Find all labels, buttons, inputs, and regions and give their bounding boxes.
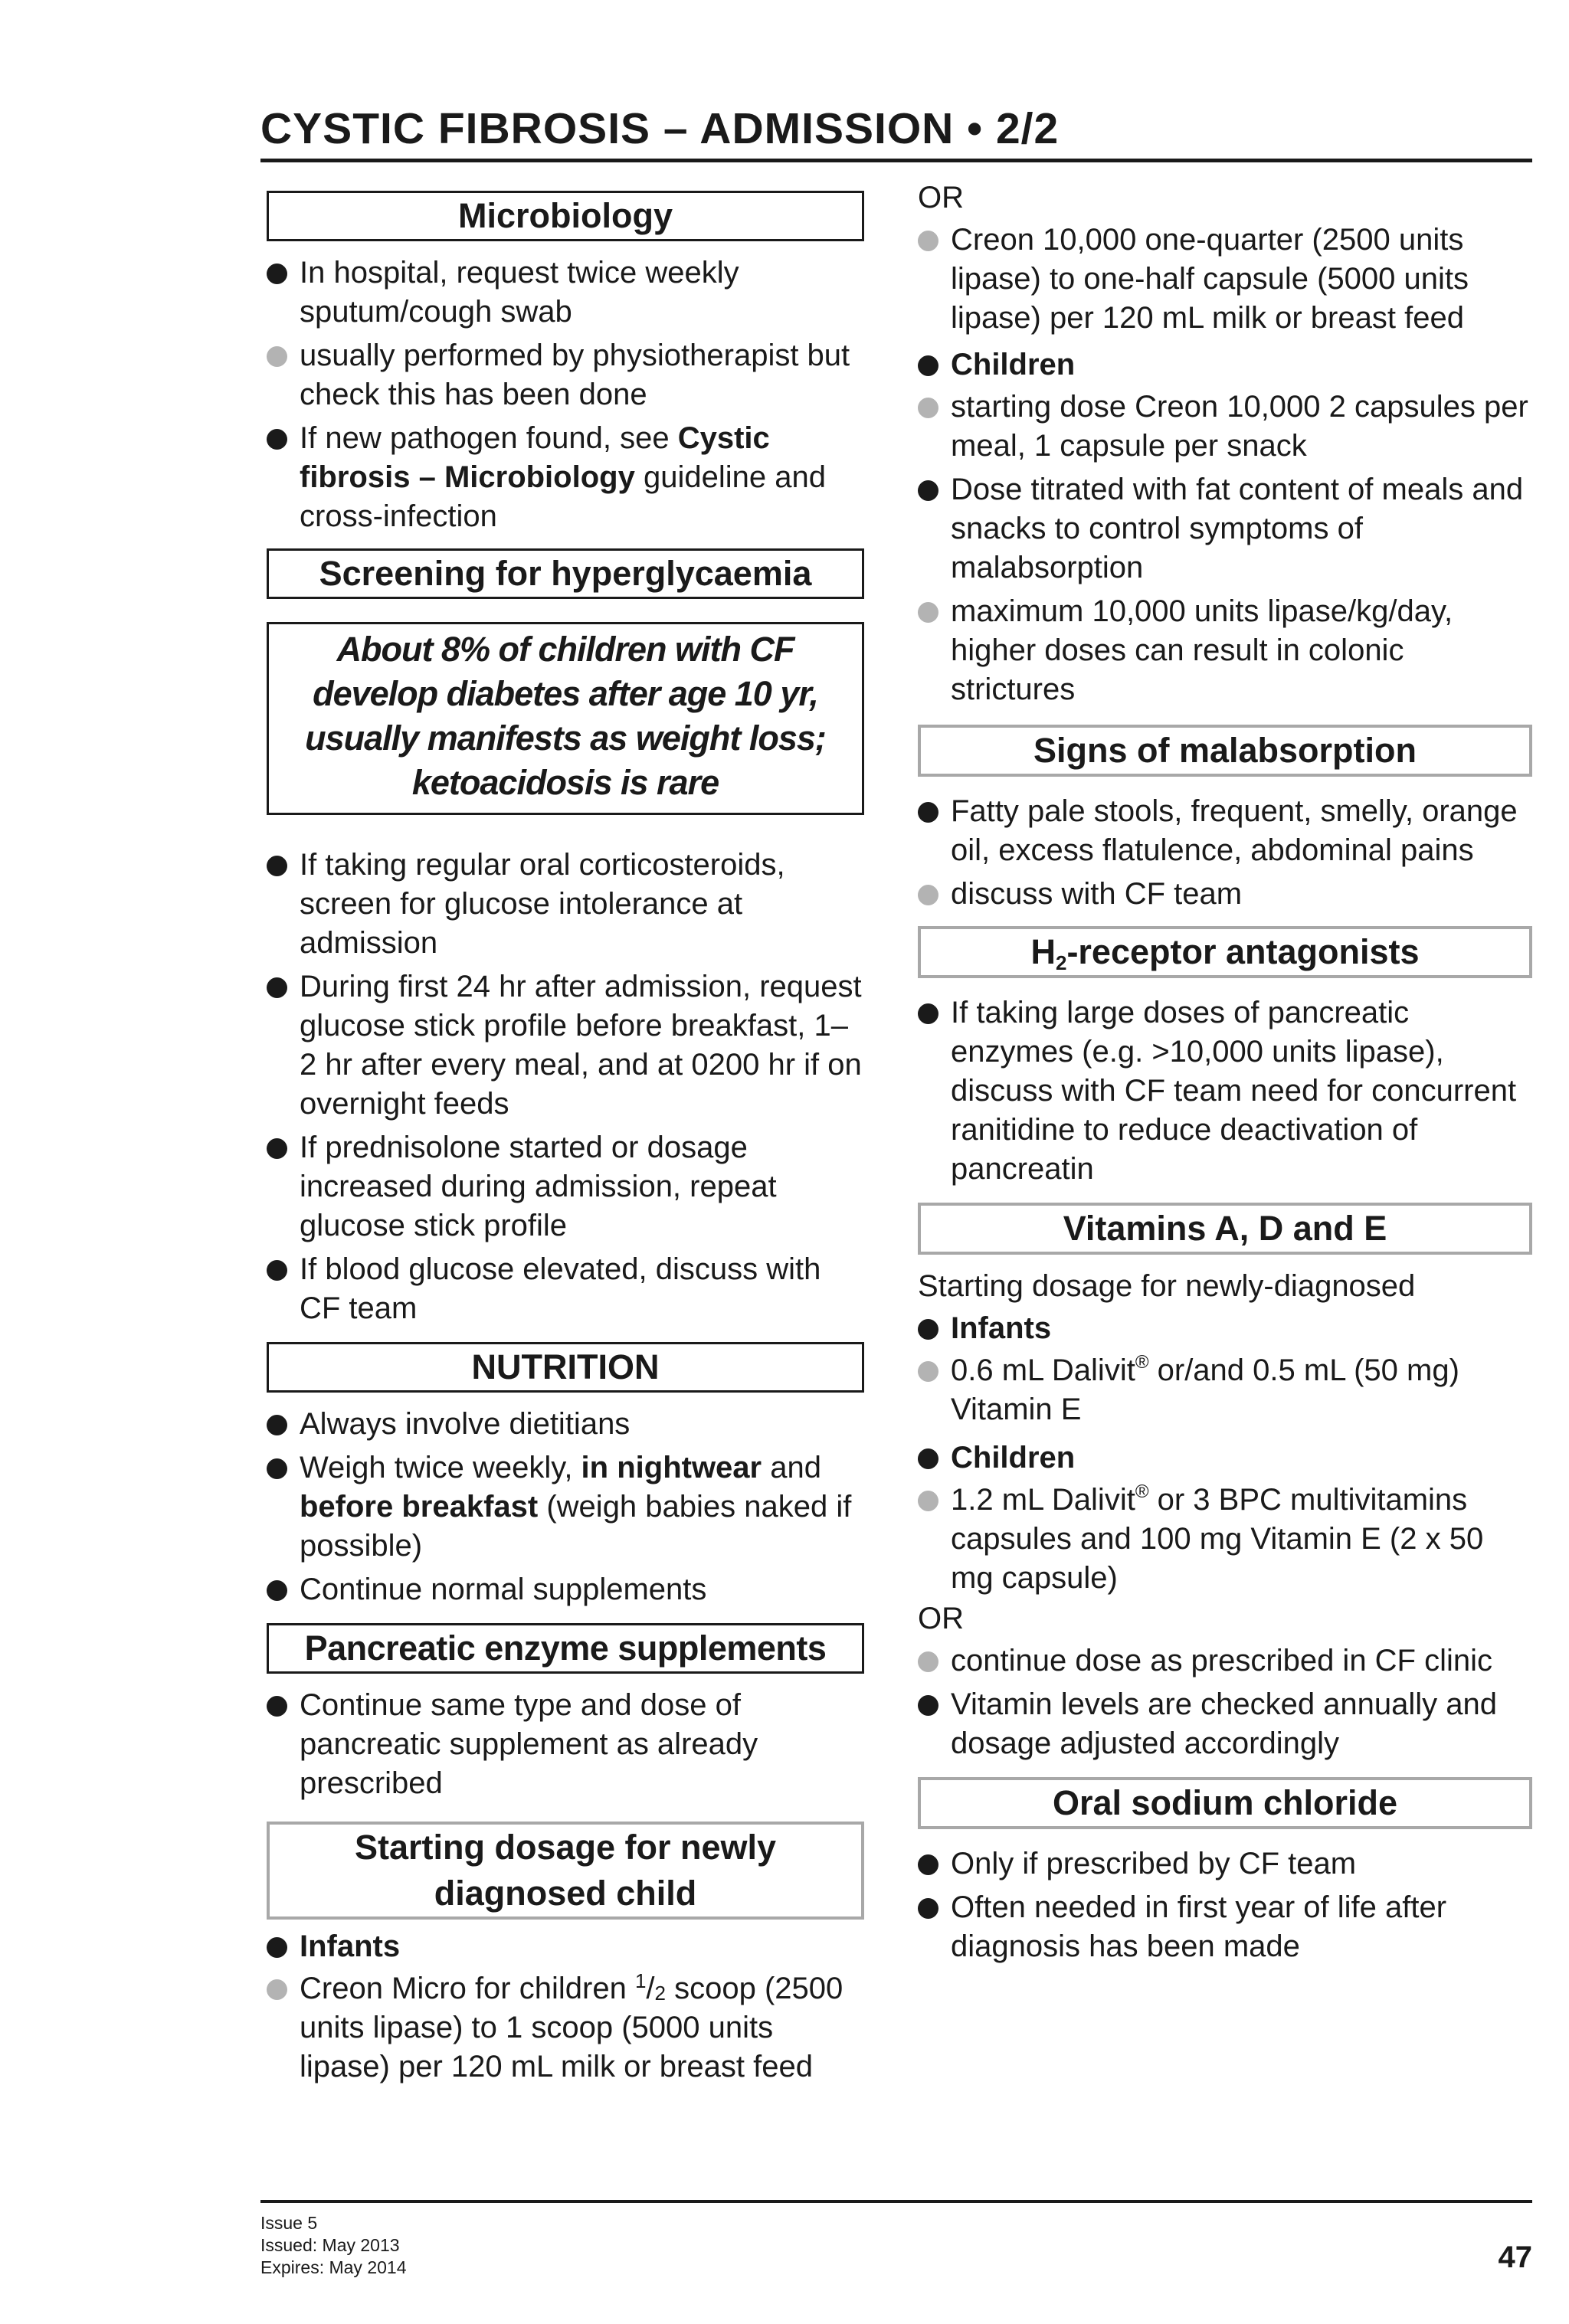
list-item: Weigh twice weekly, in nightwear and before breakfast (weigh babies naked if possible) (267, 1448, 864, 1566)
or-label: OR (918, 181, 964, 214)
sub-bullet-icon (918, 231, 938, 251)
list-item: Creon 10,000 one-quarter (2500 units lipase) to one-half capsule (5000 units lipase) per 120 mL milk or breast feed (918, 221, 1532, 338)
guideline-reference: Cystic fibrosis – Microbiology (300, 421, 770, 494)
sub-bullet-icon (918, 885, 938, 905)
list-item: Continue same type and dose of pancreatic supplement as already prescribed (267, 1686, 864, 1803)
page-number: 47 (1498, 2241, 1532, 2274)
sub-bullet-icon (918, 1651, 938, 1672)
list-item: Always involve dietitians (267, 1405, 864, 1444)
list-item: discuss with CF team (918, 875, 1532, 914)
list-item: If blood glucose elevated, discuss with CF team (267, 1250, 864, 1328)
bullet-icon (918, 1003, 938, 1024)
bullet-icon (267, 856, 287, 876)
bullet-icon (918, 480, 938, 501)
pancreatic-heading: Pancreatic enzyme supplements (267, 1623, 864, 1674)
list-item: continue dose as prescribed in CF clinic (918, 1642, 1532, 1681)
expiry-date: Expires: May 2014 (260, 2257, 407, 2277)
bullet-icon (918, 1898, 938, 1919)
title-rule (260, 159, 1532, 162)
list-item: usually performed by physiotherapist but check this has been done (267, 336, 864, 414)
right-column (918, 172, 1532, 1966)
list-item: Often needed in first year of life after diagnosis has been made (918, 1888, 1532, 1966)
bullet-icon (918, 1854, 938, 1875)
bullet-icon (267, 1458, 287, 1479)
issue-number: Issue 5 (260, 2213, 318, 2233)
bullet-icon (267, 1260, 287, 1281)
list-item: In hospital, request twice weekly sputum/cough swab (267, 254, 864, 332)
list-item: If taking large doses of pancreatic enzymes (e.g. >10,000 units lipase), discuss with CF team need for concurrent ranitidine to reduce deactivation of pancreatin (918, 993, 1532, 1189)
sub-bullet-icon (918, 398, 938, 418)
sub-bullet-icon (918, 1491, 938, 1511)
vitamins-intro: Starting dosage for newly-diagnosed (918, 1269, 1416, 1303)
sub-bullet-icon (918, 602, 938, 623)
bullet-icon (267, 1138, 287, 1159)
list-item: Continue normal supplements (267, 1570, 864, 1609)
bullet-icon (918, 1319, 938, 1340)
list-item: Creon Micro for children $^1$/2 scoop (2500 units lipase) to 1 scoop (5000 units lipase) per 120 mL milk or breast feed (267, 1969, 864, 2087)
list-item: If new pathogen found, see Cystic fibrosis – Microbiology guideline and cross-infection (267, 419, 864, 536)
bullet-icon (267, 263, 287, 284)
list-item: Children (918, 345, 1532, 385)
microbiology-heading: Microbiology (267, 191, 864, 241)
issued-date: Issued: May 2013 (260, 2235, 400, 2255)
bullet-icon (267, 1696, 287, 1717)
bullet-icon (267, 429, 287, 450)
list-item: Children (918, 1439, 1532, 1478)
sub-bullet-icon (918, 1361, 938, 1382)
diabetes-note: About 8% of children with CF develop diabetes after age 10 yr, usually manifests as weight loss; ketoacidosis is rare (267, 622, 864, 815)
bullet-icon (267, 1937, 287, 1958)
list-item: maximum 10,000 units lipase/kg/day, higher doses can result in colonic strictures (918, 592, 1532, 709)
sub-bullet-icon (267, 1979, 287, 2000)
sodium-heading: Oral sodium chloride (918, 1777, 1532, 1829)
bullet-icon (918, 1695, 938, 1716)
vitamins-heading: Vitamins A, D and E (918, 1203, 1532, 1255)
list-item: starting dose Creon 10,000 2 capsules per meal, 1 capsule per snack (918, 388, 1532, 466)
nutrition-heading: NUTRITION (267, 1342, 864, 1393)
left-column (267, 172, 864, 2087)
bullet-icon (267, 977, 287, 998)
list-item: Infants (267, 1927, 864, 1966)
list-item: Only if prescribed by CF team (918, 1844, 1532, 1884)
list-item: Vitamin levels are checked annually and dosage adjusted accordingly (918, 1685, 1532, 1763)
list-item: Dose titrated with fat content of meals and snacks to control symptoms of malabsorption (918, 470, 1532, 588)
sub-bullet-icon (267, 346, 287, 367)
bullet-icon (918, 1448, 938, 1469)
footer-info (260, 2212, 406, 2279)
list-item: Fatty pale stools, frequent, smelly, orange oil, excess flatulence, abdominal pains (918, 792, 1532, 870)
list-item: If taking regular oral corticosteroids, screen for glucose intolerance at admission (267, 846, 864, 963)
list-item: During first 24 hr after admission, request glucose stick profile before breakfast, 1–2 hr after every meal, and at 0200 hr if on overnight feeds (267, 967, 864, 1124)
screening-heading: Screening for hyperglycaemia (267, 548, 864, 599)
list-item: 0.6 mL Dalivit® or/and 0.5 mL (50 mg) Vitamin E (918, 1351, 1532, 1429)
list-item: 1.2 mL Dalivit® or 3 BPC multivitamins capsules and 100 mg Vitamin E (2 x 50 mg capsule) (918, 1481, 1532, 1598)
h2-antagonists-heading: $H_2$-receptor antagonists (918, 926, 1532, 978)
or-label: OR (918, 1602, 964, 1635)
list-item: If prednisolone started or dosage increased during admission, repeat glucose stick profile (267, 1128, 864, 1245)
starting-dosage-heading: Starting dosage for newly diagnosed child (267, 1822, 864, 1920)
footer-rule (260, 2200, 1532, 2203)
bullet-icon (267, 1415, 287, 1435)
malabsorption-heading: Signs of malabsorption (918, 725, 1532, 777)
page-title: CYSTIC FIBROSIS – ADMISSION • 2/2 (260, 104, 1060, 153)
bullet-icon (918, 802, 938, 823)
list-item: Infants (918, 1309, 1532, 1348)
bullet-icon (918, 355, 938, 376)
bullet-icon (267, 1580, 287, 1601)
